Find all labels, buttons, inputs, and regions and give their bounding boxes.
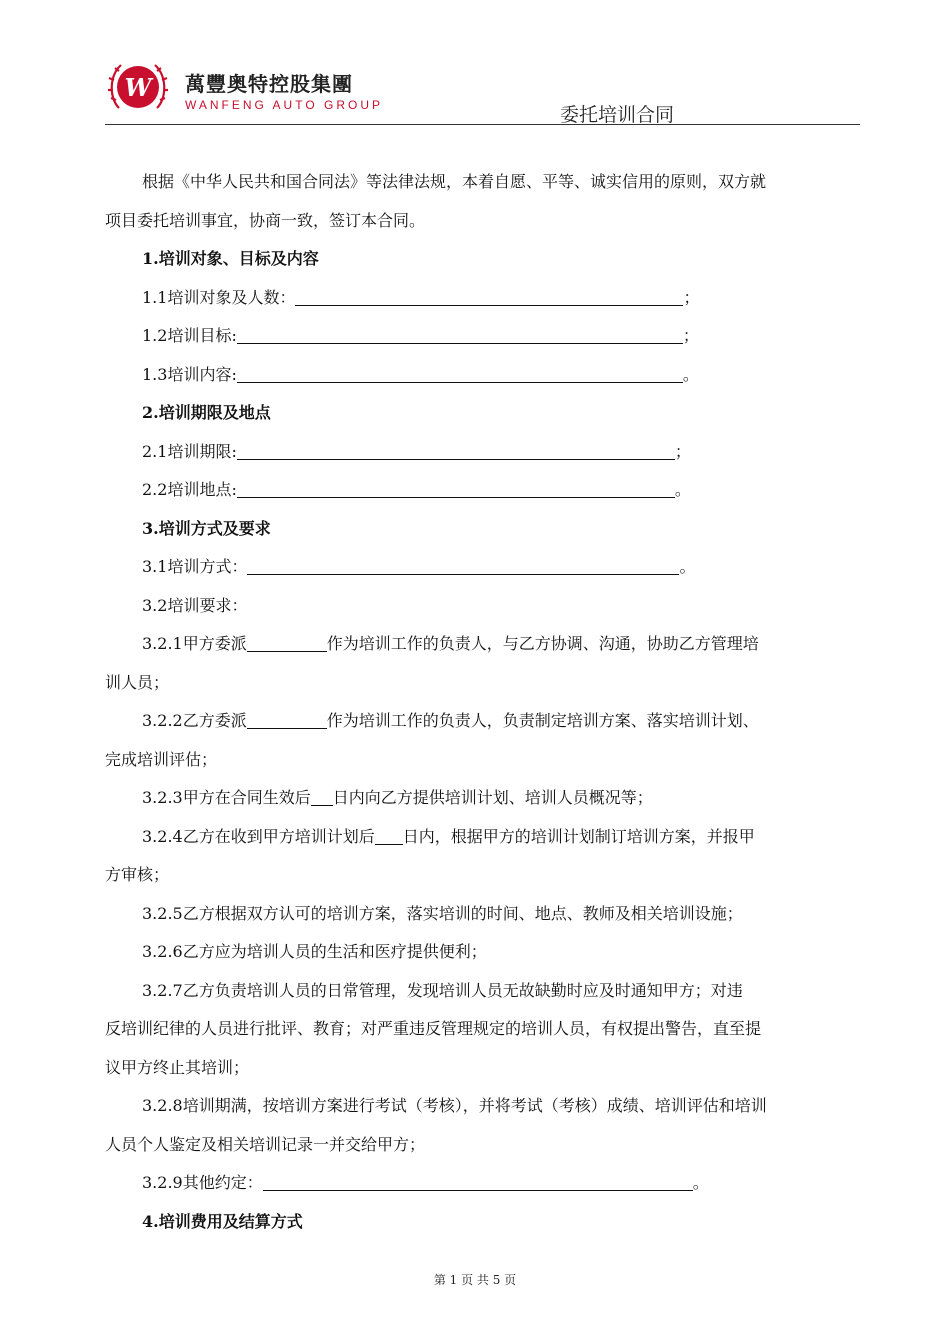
item-1-2: 1.2培训目标: ； (105, 317, 860, 356)
item-3-2-7: 3.2.7乙方负责培训人员的日常管理，发现培训人员无故缺勤时应及时通知甲方；对违 (142, 980, 743, 1000)
item-1-3: 1.3培训内容: 。 (105, 356, 860, 395)
blank-training-target-count[interactable] (295, 285, 683, 306)
page-number: 第 1 页 共 5 页 (433, 1273, 517, 1287)
item-3-2-4: 3.2.4乙方在收到甲方培训计划后 日内，根据甲方的培训计划制订培训方案，并报甲 (105, 818, 860, 857)
item-3-2: 3.2培训要求： (142, 595, 248, 615)
item-3-2-6: 3.2.6乙方应为培训人员的生活和医疗提供便利； (142, 942, 487, 961)
logo-company-name-cn: 萬豐奥特控股集團 (185, 72, 353, 96)
item-3-2-3: 3.2.3甲方在合同生效后 日内向乙方提供培训计划、培训人员概况等； (105, 779, 860, 818)
blank-days-party-b[interactable] (375, 824, 403, 845)
item-3-2-1: 3.2.1甲方委派 作为培训工作的负责人，与乙方协调、沟通，协助乙方管理培 (105, 625, 860, 664)
item-3-2-5: 3.2.5乙方根据双方认可的培训方案，落实培训的时间、地点、教师及相关培训设施； (142, 903, 743, 923)
blank-training-period[interactable] (237, 439, 675, 460)
section-1-heading: 1.培训对象、目标及内容 (142, 249, 319, 268)
item-3-2-7-cont-2: 议甲方终止其培训； (105, 1057, 250, 1077)
section-2-heading: 2.培训期限及地点 (142, 403, 271, 422)
blank-party-b-delegate[interactable] (247, 708, 327, 729)
blank-days-party-a[interactable] (311, 785, 333, 806)
item-3-2-4-cont: 方审核； (105, 865, 170, 884)
contract-body (105, 163, 860, 1241)
section-3-heading: 3.培训方式及要求 (142, 518, 271, 538)
blank-training-content[interactable] (237, 362, 683, 383)
intro-line-1: 根据《中华人民共和国合同法》等法律法规，本着自愿、平等、诚实信用的原则，双方就 (142, 172, 767, 191)
document-title: 委托培训合同 (559, 104, 674, 126)
blank-training-method[interactable] (247, 554, 679, 575)
intro-line-2: 项目委托培训事宜，协商一致，签订本合同。 (105, 210, 426, 230)
wanfeng-logo-icon (107, 56, 169, 118)
blank-training-goal[interactable] (237, 323, 683, 344)
item-2-1: 2.1培训期限: ； (105, 433, 860, 472)
item-3-2-9: 3.2.9其他约定： 。 (105, 1164, 860, 1203)
blank-party-a-delegate[interactable] (247, 631, 327, 652)
section-4-heading: 4.培训费用及结算方式 (142, 1211, 303, 1231)
blank-other-terms[interactable] (263, 1170, 693, 1191)
item-3-2-8: 3.2.8培训期满，按培训方案进行考试（考核），并将考试（考核）成绩、培训评估和培训 (142, 1096, 767, 1115)
item-2-2: 2.2培训地点: 。 (105, 471, 860, 510)
page-header (105, 48, 860, 125)
item-3-2-1-cont: 训人员； (105, 672, 170, 692)
item-3-2-2: 3.2.2乙方委派 作为培训工作的负责人，负责制定培训方案、落实培训计划、 (105, 702, 860, 741)
item-3-2-2-cont: 完成培训评估； (105, 749, 218, 769)
blank-training-location[interactable] (237, 477, 675, 498)
item-3-2-7-cont-1: 反培训纪律的人员进行批评、教育；对严重违反管理规定的培训人员，有权提出警告，直至提 (105, 1019, 762, 1038)
item-3-2-8-cont: 人员个人鉴定及相关培训记录一并交给甲方； (105, 1134, 426, 1154)
item-3-1: 3.1培训方式： 。 (105, 548, 860, 587)
logo-company-name-en: WANFENG AUTO GROUP (185, 98, 384, 112)
item-1-1: 1.1培训对象及人数： ； (105, 279, 860, 318)
svg-text:W: W (124, 73, 152, 102)
